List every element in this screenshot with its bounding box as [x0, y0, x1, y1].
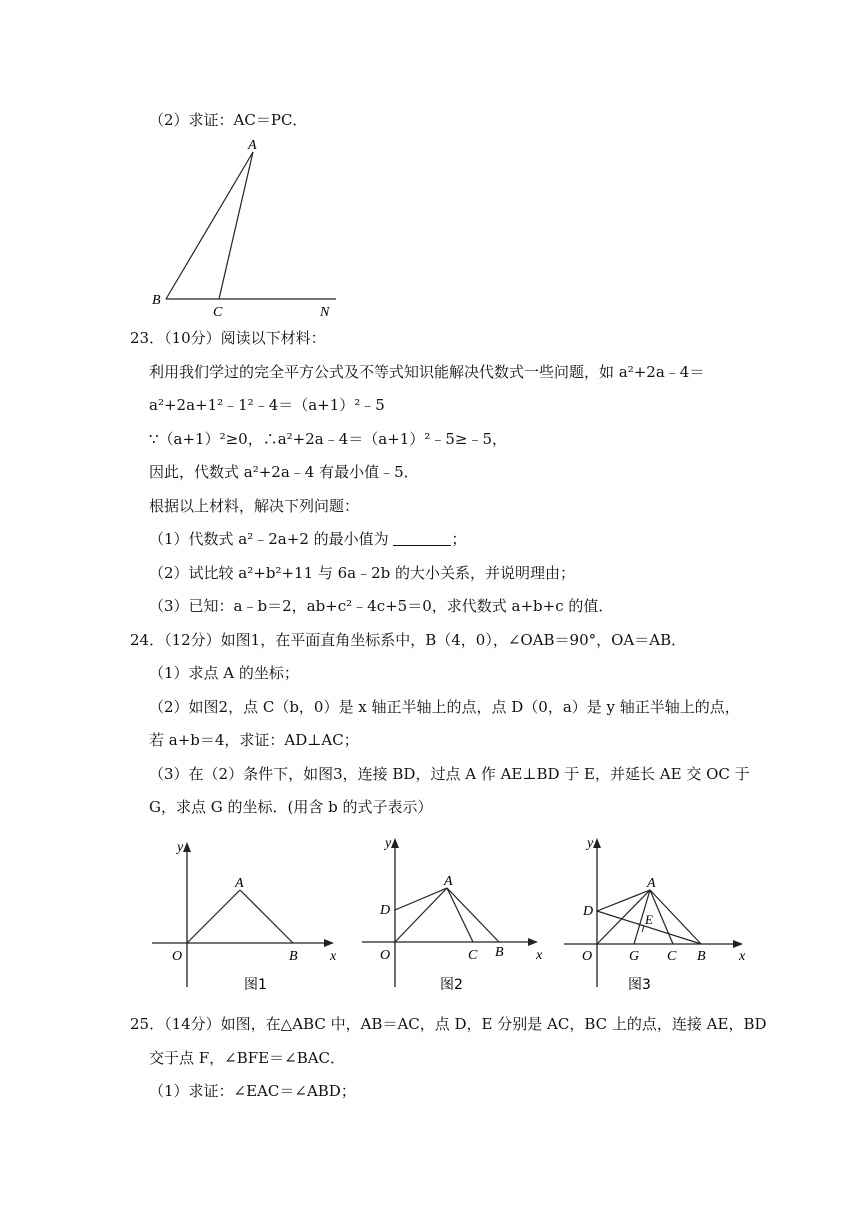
label-b: B: [152, 293, 161, 308]
label-o: O: [582, 949, 593, 964]
y-axis-arrow-icon: [391, 838, 399, 848]
x-axis-arrow-icon: [324, 939, 334, 947]
figure-caption: 图2: [440, 977, 463, 993]
q22-part2: （2）求证：AC＝PC．: [149, 111, 308, 129]
label-b: B: [495, 945, 504, 960]
label-o: O: [380, 948, 391, 963]
q23-part3: （3）已知：a﹣b＝2，ab+c²﹣4c+5＝0，求代数式 a+b+c 的值．: [149, 597, 614, 615]
label-d: D: [380, 903, 391, 918]
q24-part3-line2: G，求点 G 的坐标．(用含 b 的式子表示）: [149, 798, 433, 816]
segment-ac: [447, 888, 473, 942]
label-c: C: [667, 949, 677, 964]
segment-ab: [166, 152, 253, 299]
q24-figure-1: [150, 832, 350, 997]
label-d: D: [583, 904, 594, 919]
q24-part3-line1: （3）在（2）条件下，如图3，连接 BD，过点 A 作 AE⊥BD 于 E，并延长 AE 交 OC 于: [149, 765, 750, 783]
figure-caption: 图3: [628, 977, 651, 993]
label-y: y: [385, 836, 392, 851]
q24-figure-2: [360, 832, 560, 997]
q24-part2-line2: 若 a+b＝4，求证：AD⊥AC；: [149, 731, 359, 749]
label-c: C: [213, 305, 223, 320]
label-b: B: [289, 949, 298, 964]
label-a: A: [248, 138, 257, 153]
answer-blank[interactable]: [393, 531, 451, 546]
q23-paragraph-4: 因此，代数式 a²+2a﹣4 有最小值﹣5．: [149, 463, 419, 481]
segment-da: [395, 888, 447, 910]
label-x: x: [536, 948, 543, 963]
q23-paragraph-2: a²+2a+1²﹣1²﹣4＝（a+1）²﹣5: [149, 396, 385, 414]
x-axis-arrow-icon: [528, 938, 538, 946]
segment-da: [597, 890, 650, 911]
segment-ab: [447, 888, 499, 942]
q23-part1-end: ；: [451, 530, 467, 548]
label-a: A: [647, 876, 656, 891]
label-y: y: [177, 840, 184, 855]
label-x: x: [739, 949, 746, 964]
segment-oa: [395, 888, 447, 942]
segment-ab: [240, 890, 293, 943]
label-c: C: [468, 948, 478, 963]
q24-part2-line1: （2）如图2，点 C（b，0）是 x 轴正半轴上的点，点 D（0，a）是 y 轴正半轴上的点，: [149, 698, 740, 716]
y-axis-arrow-icon: [183, 842, 191, 852]
label-o: O: [172, 949, 183, 964]
q22-figure: [140, 136, 350, 321]
q23-paragraph-1: 利用我们学过的完全平方公式及不等式知识能解决代数式一些问题，如 a²+2a﹣4＝: [149, 363, 705, 381]
label-e: E: [645, 912, 653, 927]
q24-figure-3: [562, 832, 757, 997]
label-a: A: [444, 874, 453, 889]
label-b: B: [697, 949, 706, 964]
label-y: y: [587, 836, 594, 851]
q23-paragraph-3: ∵（a+1）²≥0，∴a²+2a﹣4＝（a+1）²﹣5≥﹣5，: [149, 430, 508, 448]
figure-caption: 图1: [244, 977, 267, 993]
x-axis-arrow-icon: [733, 940, 743, 948]
segment-ac: [650, 890, 673, 944]
q25-part1: （1）求证：∠EAC＝∠ABD；: [149, 1082, 356, 1100]
y-axis-arrow-icon: [593, 838, 601, 848]
q23-part2: （2）试比较 a²+b²+11 与 6a﹣2b 的大小关系，并说明理由；: [149, 564, 576, 582]
q23-header: 23．（10分）阅读以下材料：: [130, 329, 326, 347]
segment-ac: [219, 152, 253, 299]
q25-line2: 交于点 F，∠BFE＝∠BAC．: [149, 1049, 346, 1067]
q25-header: 25．（14分）如图，在△ABC 中，AB＝AC，点 D，E 分别是 AC，BC 上的点，连接 AE，BD: [130, 1015, 767, 1033]
label-x: x: [330, 949, 337, 964]
q23-part1: [149, 529, 466, 549]
segment-oa: [187, 890, 240, 943]
q23-part1-text: （1）代数式 a²﹣2a+2 的最小值为: [149, 530, 389, 548]
label-a: A: [235, 876, 244, 891]
q23-paragraph-5: 根据以上材料，解决下列问题：: [149, 497, 360, 515]
q24-part1: （1）求点 A 的坐标；: [149, 664, 299, 682]
q24-header: 24．（12分）如图1，在平面直角坐标系中，B（4，0），∠OAB＝90°，OA＝AB．: [130, 631, 687, 649]
label-g: G: [629, 949, 640, 964]
label-n: N: [320, 305, 330, 320]
